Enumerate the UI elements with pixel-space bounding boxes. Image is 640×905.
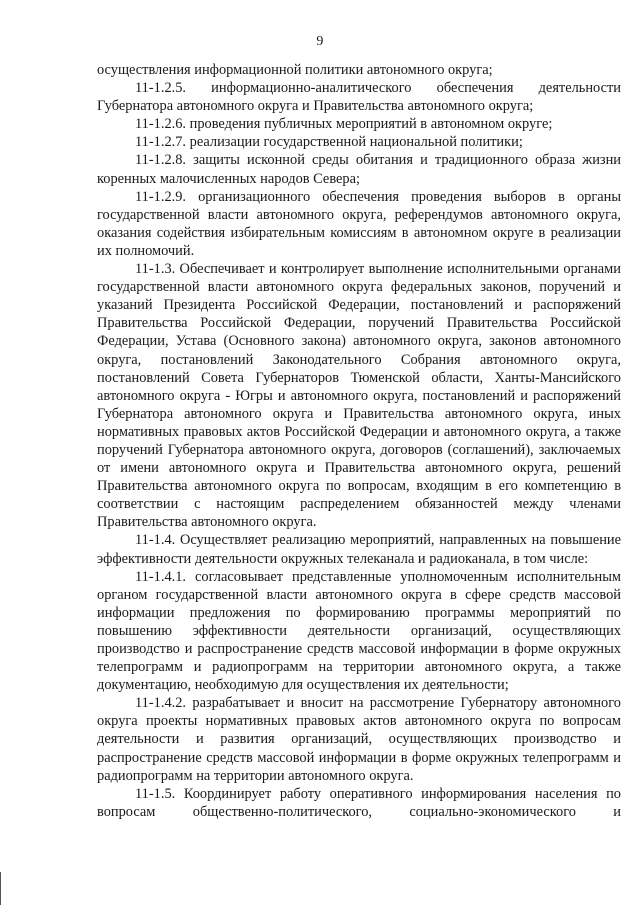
- page-number: 9: [316, 34, 324, 49]
- scan-edge-mark: [0, 872, 1, 905]
- paragraph: 11-1.3. Обеспечивает и контролирует выполнение исполнительными органами государственной власти автономного округа федеральных законов, поручений и указаний Президента Российской Федерации, постановлений и распоряжений Правительства Российской Федерации, поручений Правительства Российской Федерации, Устава (Основного закона) автономного округа, законов автономного округа, постановлений Законодательного Собрания автономного округа, постановлений Совета Губернаторов Тюменской области, Ханты-Мансийского автономного округа - Югры и автономного округа, постановлений и распоряжений Губернатора автономного округа и Правительства автономного округа, иных нормативных правовых актов Российской Федерации и автономного округа, а также поручений Губернатора автономного округа, договоров (соглашений), заключаемых от имени автономного округа и Правительства автономного округа, решений Правительства автономного округа по вопросам, входящим в его компетенцию в соответствии с настоящим распределением обязанностей между членами Правительства автономного округа.: [97, 261, 621, 531]
- paragraph: 11-1.2.7. реализации государственной национальной политики;: [135, 134, 523, 151]
- paragraph-last: 11-1.5. Координирует работу оперативного информирования населения по вопросам общественно-политического, социально-экономического и: [97, 785, 621, 820]
- paragraph: 11-1.2.6. проведения публичных мероприятий в автономном округе;: [135, 116, 553, 133]
- paragraph: осуществления информационной политики автономного округа;: [97, 62, 493, 78]
- paragraph: 11-1.4.1. согласовывает представленные уполномоченным исполнительным органом государственной власти автономного округа в сфере средств массовой информации предложения по формированию программы мероприятий по повышению эффективности деятельности организаций, осуществляющих производство и распространение средств массовой информации в форме окружных телепрограмм и радиопрограмм на территории автономного округа, а также документацию, необходимую для осуществления их деятельности;: [97, 568, 621, 694]
- paragraph: 11-1.2.5. информационно-аналитического обеспечения деятельности Губернатора автономного округа и Правительства автономного округа;: [97, 80, 621, 115]
- document-body: [97, 61, 621, 821]
- paragraph: 11-1.4. Осуществляет реализацию мероприятий, направленных на повышение эффективности деятельности окружных телеканала и радиоканала, в том числе:: [97, 532, 621, 567]
- paragraph: 11-1.2.8. защиты исконной среды обитания и традиционного образа жизни коренных малочисленных народов Севера;: [97, 152, 621, 187]
- paragraph: 11-1.2.9. организационного обеспечения проведения выборов в органы государственной власти автономного округа, референдумов автономного округа, оказания содействия избирательным комиссиям в автономном округе в реализации их полномочий.: [97, 188, 621, 259]
- paragraph: 11-1.4.2. разрабатывает и вносит на рассмотрение Губернатору автономного округа проекты нормативных правовых актов автономного округа по вопросам деятельности и развития организаций, осуществляющих производство и распространение средств массовой информации в форме окружных телепрограмм и радиопрограмм на территории автономного округа.: [97, 695, 621, 784]
